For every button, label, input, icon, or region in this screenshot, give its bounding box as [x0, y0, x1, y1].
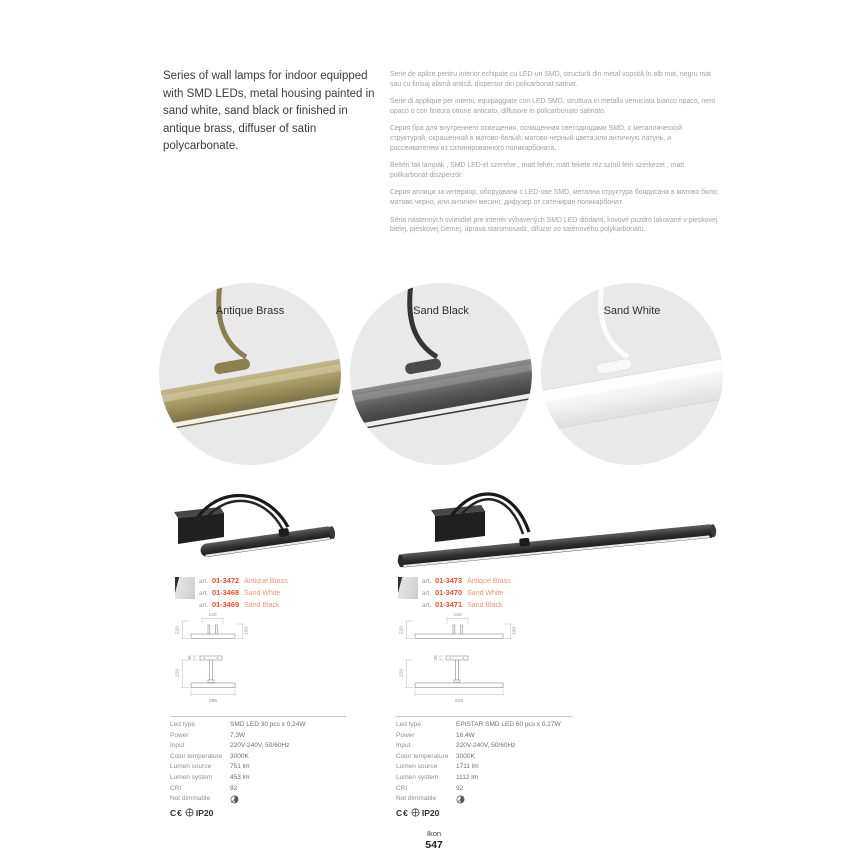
article-row: [199, 600, 288, 609]
spec-row: [170, 753, 346, 764]
dim-tube: 35: [188, 655, 193, 661]
spec-row: [396, 753, 572, 764]
article-finish: Antique Brass: [244, 578, 288, 585]
article-prefix: art.: [422, 590, 432, 598]
spec-label: Input: [396, 742, 411, 750]
product-1-articles: [199, 576, 288, 609]
article-finish: Sand White: [244, 590, 281, 598]
dim-drop: 220: [399, 668, 405, 678]
page-footer: [0, 829, 868, 851]
article-prefix: art.: [199, 602, 209, 610]
spec-label: Led type: [396, 721, 421, 728]
article-row: [422, 600, 511, 609]
article-number: 01-3468: [212, 588, 240, 598]
spec-label: Lumen source: [170, 763, 212, 771]
intro-description-en: Series of wall lamps for indoor equipped with SMD LEDs, metal housing painted in sand white, sand black or finished in antique brass, diffuser of satin polycarbonate.: [163, 70, 375, 152]
dim-bracket-width: 140: [453, 613, 462, 618]
article-row: [199, 576, 288, 585]
product-2-articles: [422, 576, 511, 609]
article-number: 01-3471: [435, 600, 463, 610]
spec-row: [396, 742, 572, 753]
spec-label: Lumen system: [396, 773, 439, 781]
cert-circle-icon: [185, 808, 194, 817]
spec-label: CRI: [396, 784, 408, 792]
certifications: [396, 808, 572, 818]
spec-value: 751 lm: [230, 763, 250, 771]
spec-label: Input: [170, 742, 185, 750]
spec-row: [170, 742, 346, 753]
spec-value: 3000K: [230, 752, 249, 760]
finish-circle-sand-black: [350, 283, 532, 465]
product-1-dimension-drawing: [163, 610, 393, 715]
article-prefix: art.: [422, 602, 432, 610]
article-prefix: art.: [422, 578, 432, 585]
spec-label: Lumen source: [396, 763, 438, 771]
dim-height: 100: [512, 626, 518, 636]
spec-value: 3000K: [456, 752, 475, 760]
ce-mark-icon: C€: [396, 807, 409, 818]
translation-bg: Серия аплици за интериор, оборудвани с LED-ове SMD, метална структура боядисана в матово бяло, матово черно, или античен месинг, дифузер от сатениран поликарбонат.: [390, 189, 719, 206]
spec-value: EPISTAR SMD LED 60 pcs x 0,27W: [456, 721, 561, 728]
spec-value: SMD LED 30 pcs x 0,24W: [230, 721, 306, 728]
spec-row: [396, 763, 572, 774]
translation-ro: Serie de aplice pentru interior echipate cu LED-uri SMD, structură din metal vopsită în alb mat, negru mat sau cu finisaj alamă antică, dispersor din policarbonat satinat.: [390, 71, 711, 88]
not-dimmable-icon: [456, 795, 465, 804]
dim-length: 295: [208, 699, 218, 704]
spec-label: Power: [396, 731, 415, 739]
spec-row: [170, 774, 346, 785]
spec-value: 16,4W: [456, 731, 475, 739]
intro-translations: [390, 70, 720, 243]
dim-tube: 35: [434, 655, 439, 661]
article-number: 01-3472: [212, 576, 240, 585]
product-2-dimension-drawing: [395, 610, 625, 715]
spec-row: [170, 763, 346, 774]
series-name: Ikon: [426, 829, 442, 838]
spec-row: [170, 732, 346, 743]
product-1-thumbnail: [175, 577, 195, 599]
spec-row: [396, 785, 572, 796]
spec-row-not-dimmable: [396, 795, 572, 806]
article-finish: Sand White: [467, 590, 504, 598]
spec-label: Color temperature: [170, 752, 223, 760]
spec-row-not-dimmable: [170, 795, 346, 806]
article-row: [422, 588, 511, 597]
spec-label: Lumen system: [170, 773, 213, 781]
product-2-photo: [392, 480, 722, 572]
finish-label-sand-white: Sand White: [603, 305, 661, 317]
spec-value: 7,3W: [230, 731, 246, 739]
article-prefix: art.: [199, 590, 209, 598]
article-finish: Antique Brass: [467, 578, 511, 585]
dim-depth: 220: [175, 625, 181, 635]
finish-label-sand-black: Sand Black: [413, 305, 469, 317]
not-dimmable-label: Not dimmable: [396, 795, 437, 803]
spec-row: [170, 785, 346, 796]
page-number: 547: [425, 839, 443, 851]
ip-rating: IP20: [195, 807, 214, 818]
dim-bracket-width: 140: [208, 613, 217, 618]
dim-length: 615: [454, 699, 464, 704]
spec-label: Color temperature: [396, 752, 449, 760]
spec-value: 1112 lm: [456, 773, 479, 781]
dim-depth: 220: [399, 625, 405, 635]
translation-hu: Beltéri fali lámpák , SMD LED-el szerelve , matt fehér, matt fekete réz színű fém szerkezet , matt polikarbonát diszperzór.: [390, 162, 685, 179]
spec-value: 1711 lm: [456, 763, 479, 771]
article-prefix: art.: [199, 578, 209, 585]
not-dimmable-label: Not dimmable: [170, 795, 211, 803]
certifications: [170, 808, 346, 818]
spec-label: Power: [170, 731, 189, 739]
article-number: 01-3473: [435, 576, 463, 585]
article-number: 01-3470: [435, 588, 463, 598]
dim-drop: 220: [175, 668, 181, 678]
translation-sk: Séria nástenných svietidiel pre interiér vybavených SMD LED diódami, kovové puzdro lakované v pieskovej bielej, pieskovej čiernej, úprava staromosadz, difúzor zo saténového polykarbonátu.: [390, 216, 718, 234]
spec-row: [396, 721, 572, 732]
translation-ru: Серия бра для внутреннего освещения, оснащенная светодиодами SMD, с металлической структурой, окрашенной в матово-белый, матово-черный цвета,или античную латунь, и рассеивателем из сатинированного поликарбоната.: [390, 125, 682, 152]
article-row: [422, 576, 511, 585]
product-2-thumbnail: [398, 577, 418, 599]
spec-value: 92: [230, 784, 238, 792]
finish-circle-antique-brass: [159, 283, 341, 465]
spec-label: CRI: [170, 784, 182, 792]
finish-label-antique-brass: Antique Brass: [215, 305, 285, 317]
not-dimmable-icon: [230, 795, 239, 804]
spec-row: [396, 732, 572, 743]
article-number: 01-3469: [212, 600, 240, 610]
cert-circle-icon: [411, 808, 420, 817]
spec-value: 453 lm: [230, 773, 250, 781]
article-finish: Sand Black: [467, 602, 503, 610]
article-row: [199, 588, 288, 597]
spec-value: 92: [456, 784, 464, 792]
product-2-spec-table: [396, 716, 572, 818]
translation-it: Serie di applique per interni, equipaggiate con LED SMD, struttura in metallo verniciata bianco opaco, nero opaco o con finitura ottone anticato, diffusore in policarbonato satinato.: [390, 98, 716, 115]
ce-mark-icon: C€: [170, 807, 183, 818]
spec-label: Led type: [170, 721, 195, 728]
spec-row: [170, 721, 346, 732]
spec-value: 220V-240V, 50/60Hz: [230, 742, 290, 750]
spec-row: [396, 774, 572, 785]
product-1-photo: [162, 487, 382, 575]
article-finish: Sand Black: [244, 602, 280, 610]
product-1-spec-table: [170, 716, 346, 818]
ip-rating: IP20: [421, 807, 440, 818]
finish-circle-sand-white: [541, 283, 723, 465]
spec-value: 220V-240V, 50/60Hz: [456, 742, 516, 750]
dim-height: 100: [244, 626, 250, 636]
